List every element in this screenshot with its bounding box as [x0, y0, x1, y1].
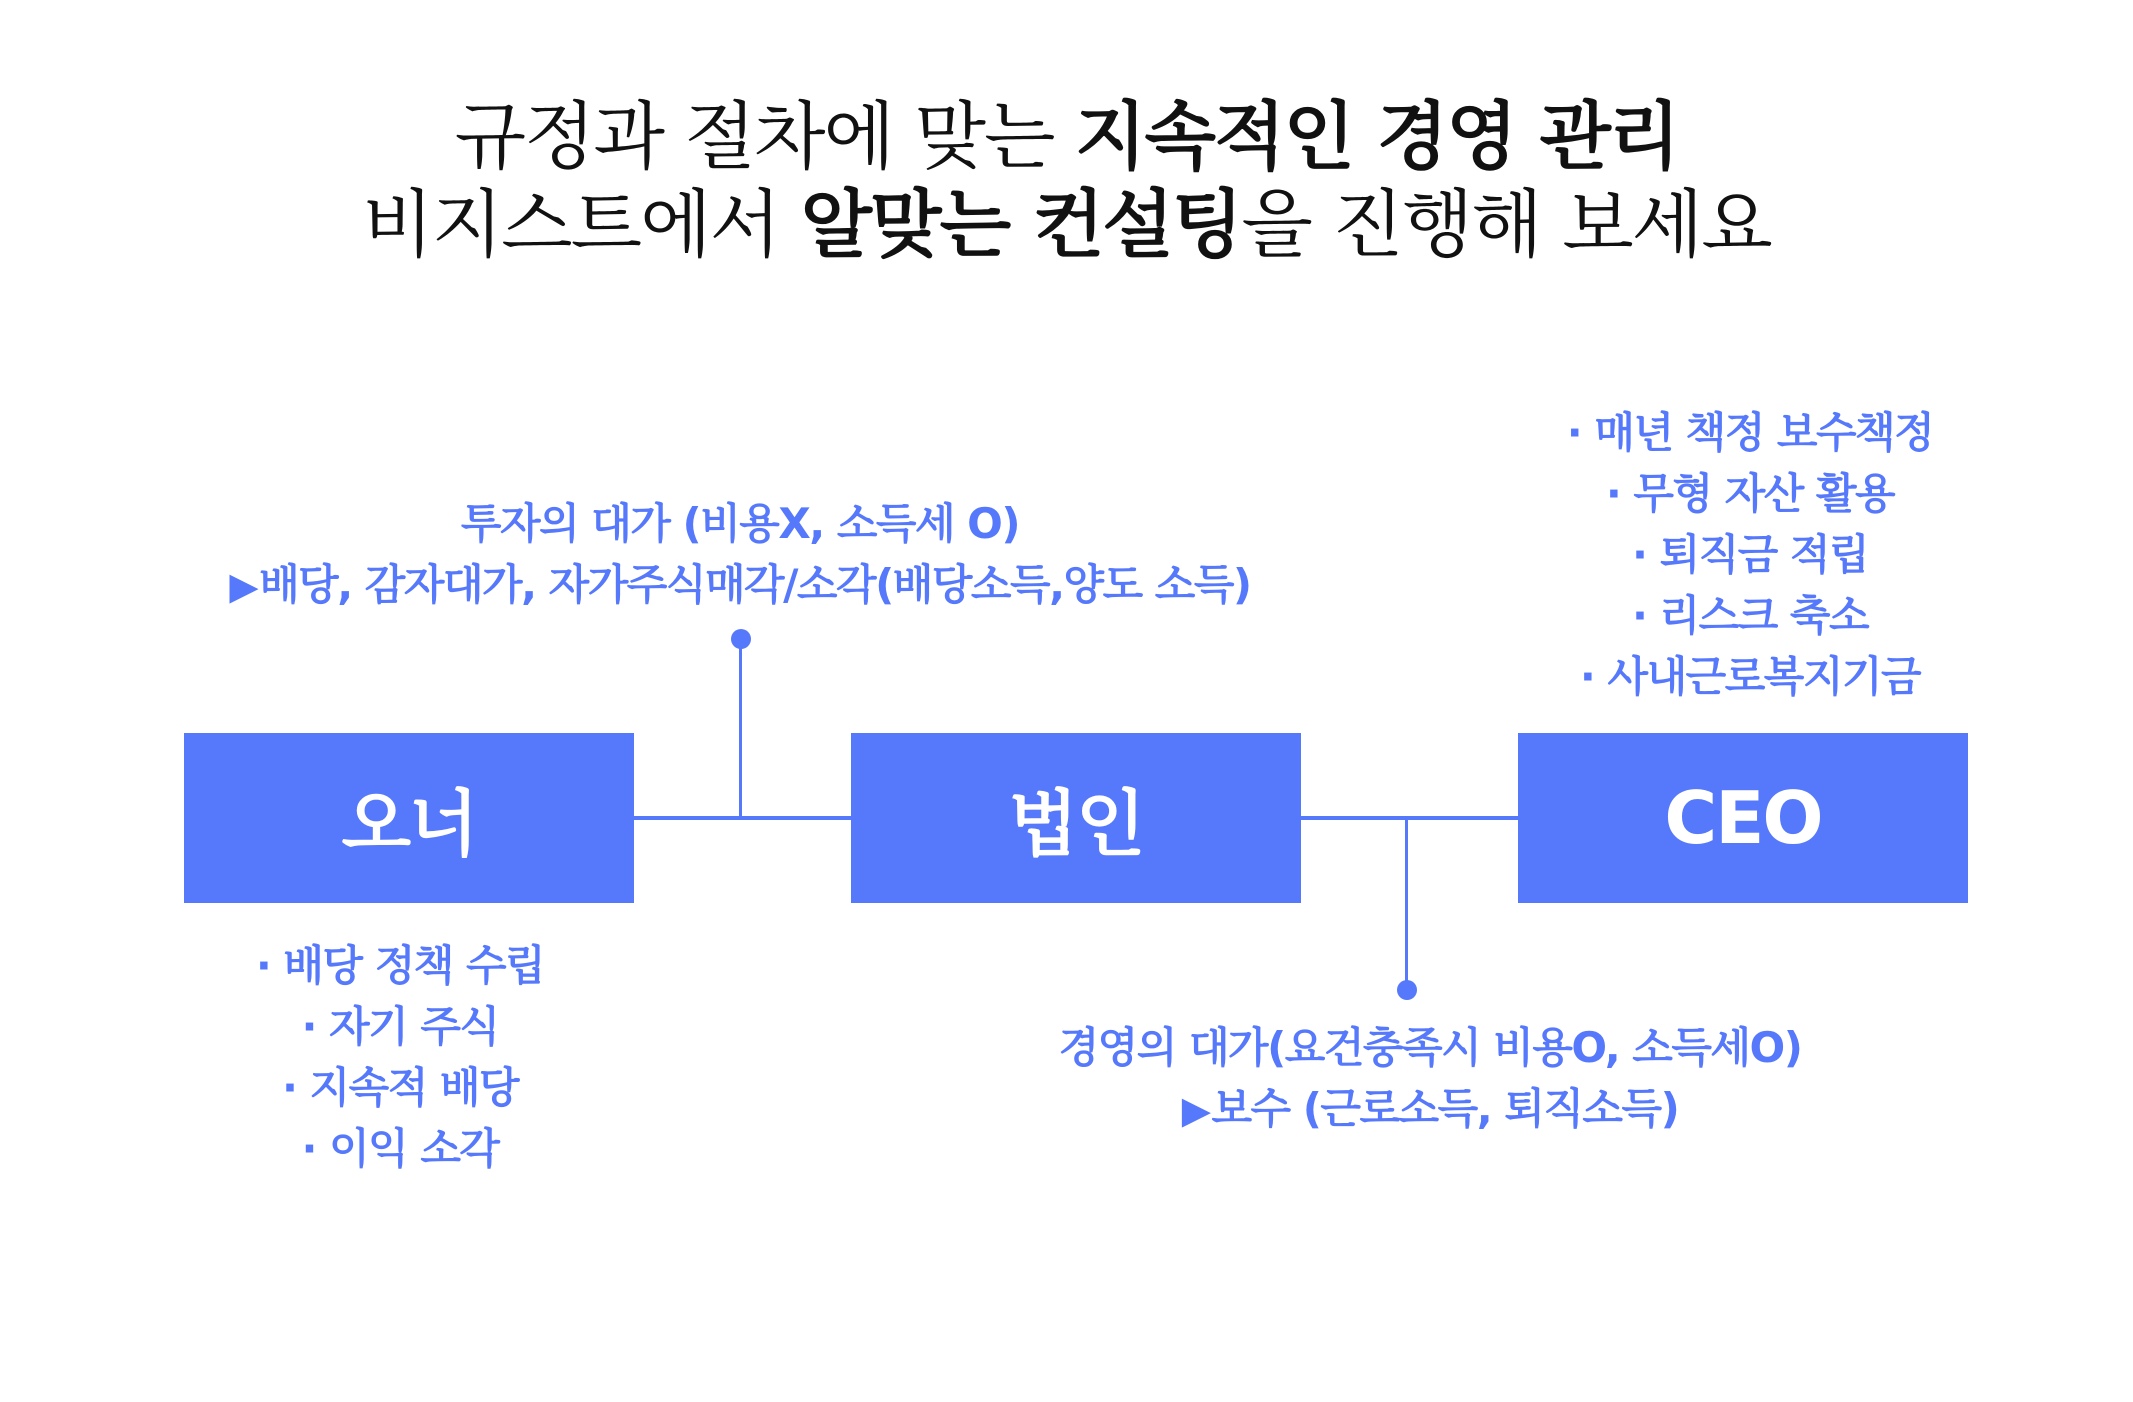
connector-owner-corp-stem — [739, 641, 742, 818]
owner-benefits-list — [160, 935, 640, 1179]
headline-2-normal-before: 비지스트에서 — [362, 182, 801, 268]
corporation-box: 법인 — [851, 733, 1301, 903]
arrow-right-icon: ▶ — [1181, 1088, 1210, 1132]
ceo-box: CEO — [1518, 733, 1968, 903]
list-item: · 사내근로복지기금 — [1579, 652, 1921, 701]
connector-owner-corp — [634, 816, 851, 820]
corp-ceo-note-line-1: 경영의 대가(요건충족시 비용O, 소득세O) — [1058, 1023, 1802, 1072]
list-item: · 지속적 배당 — [281, 1063, 519, 1112]
list-item: · 퇴직금 적립 — [1631, 530, 1869, 579]
arrow-right-icon: ▶ — [229, 564, 258, 608]
owner-corp-note-line-2-text: 배당, 감자대가, 자가주식매각/소각(배당소득,양도 소득) — [259, 560, 1251, 609]
headline-line-1 — [0, 94, 2133, 180]
headline-1-normal: 규정과 절차에 맞는 — [454, 94, 1076, 180]
list-item: · 매년 책정 보수책정 — [1566, 408, 1934, 457]
corp-ceo-note — [980, 1017, 1880, 1139]
corp-ceo-note-line-2-text: 보수 (근로소득, 퇴직소득) — [1211, 1084, 1679, 1133]
list-item: · 이익 소각 — [301, 1124, 499, 1173]
owner-corp-note-line-2 — [0, 554, 1480, 615]
owner-corp-note-line-1: 투자의 대가 (비용X, 소득세 O) — [460, 499, 1020, 548]
headline-2-bold: 알맞는 컨설팅 — [800, 182, 1242, 268]
list-item: · 무형 자산 활용 — [1605, 469, 1895, 518]
headline-line-2 — [0, 182, 2133, 268]
connector-corp-ceo-stem — [1405, 818, 1408, 988]
headline-2-normal-after: 을 진행해 보세요 — [1241, 182, 1771, 268]
owner-box: 오너 — [184, 733, 634, 903]
connector-corp-ceo — [1301, 816, 1518, 820]
headline-1-bold: 지속적인 경영 관리 — [1075, 94, 1679, 180]
ceo-benefits-list — [1500, 402, 2000, 707]
list-item: · 리스크 축소 — [1631, 591, 1869, 640]
list-item: · 자기 주식 — [301, 1002, 499, 1051]
connector-corp-ceo-dot — [1397, 980, 1417, 1000]
corp-ceo-note-line-2 — [980, 1078, 1880, 1139]
list-item: · 배당 정책 수립 — [255, 941, 545, 990]
connector-owner-corp-dot — [731, 629, 751, 649]
owner-corp-note — [0, 493, 1480, 615]
